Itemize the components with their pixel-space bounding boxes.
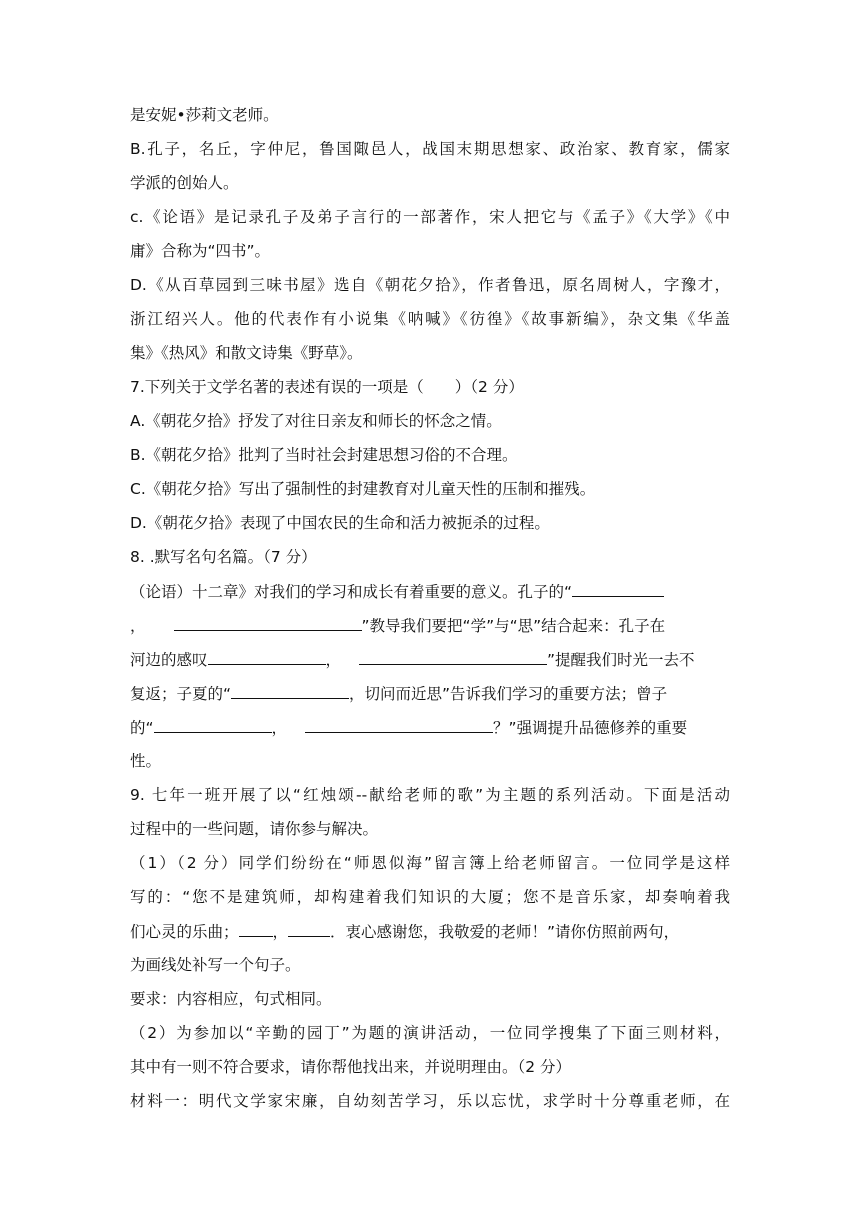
text-line: 其中有一则不符合要求，请你帮他找出来，并说明理由。（2 分） bbox=[130, 1058, 572, 1076]
text-segment: ，切问而近思”告诉我们学习的重要方法；曾子 bbox=[349, 685, 668, 703]
text-segment: ”教导我们要把“学”与“思”结合起来：孔子在 bbox=[361, 617, 666, 635]
option-b-confucius: B.孔子，名丘，字仲尼，鲁国陬邑人，战国末期思想家、政治家、教育家，儒家 bbox=[130, 140, 730, 158]
text-segment: ， bbox=[325, 651, 342, 669]
option-d-luxun: D.《从百草园到三味书屋》选自《朝花夕拾》，作者鲁迅，原名周树人，字豫才， bbox=[130, 276, 730, 294]
text-segment: ．衷心感谢您，我敬爱的老师！”请你仿照前两句， bbox=[330, 923, 680, 941]
requirement-line: 要求：内容相应，句式相同。 bbox=[130, 990, 332, 1008]
text-line: 写的：“您不是建筑师，却构建着我们知识的大厦；您不是音乐家，却奏响着我 bbox=[130, 888, 730, 906]
question-7-option-c: C.《朝花夕拾》写出了强制性的封建教育对儿童天性的压制和摧残。 bbox=[130, 480, 596, 498]
text-segment: （论语）十二章》对我们的学习和成长有着重要的意义。孔子的“ bbox=[130, 583, 573, 601]
text-segment: 的“ bbox=[130, 719, 154, 737]
fill-blank[interactable] bbox=[174, 614, 362, 631]
question-7-option-d: D.《朝花夕拾》表现了中国农民的生命和活力被扼杀的过程。 bbox=[130, 514, 550, 532]
fill-blank[interactable] bbox=[305, 716, 493, 733]
text-line: 是安妮•莎莉文老师。 bbox=[130, 106, 279, 124]
question-8-line bbox=[130, 614, 730, 636]
text-segment: 们心灵的乐曲； bbox=[130, 923, 239, 941]
text-segment: 河边的感叹 bbox=[130, 651, 208, 669]
question-9-title: 9. 七年一班开展了以“红烛颂--献给老师的歌”为主题的系列活动。下面是活动 bbox=[130, 786, 730, 804]
question-8-line bbox=[130, 580, 730, 602]
text-line: 性。 bbox=[130, 752, 162, 770]
text-segment: ， bbox=[272, 923, 289, 941]
fill-blank[interactable] bbox=[208, 648, 326, 665]
text-line: 集》《热风》和散文诗集《野草》。 bbox=[130, 344, 363, 362]
text-segment: ， bbox=[271, 719, 288, 737]
question-9-blank-line bbox=[130, 920, 730, 942]
fill-blank[interactable] bbox=[154, 716, 272, 733]
text-segment: ”提醒我们时光一去不 bbox=[547, 651, 695, 669]
text-segment: ， bbox=[130, 617, 146, 635]
fill-blank[interactable] bbox=[359, 648, 547, 665]
question-9-part-1: （1）（2 分）同学们纷纷在“师恩似海”留言簿上给老师留言。一位同学是这样 bbox=[130, 854, 730, 872]
question-8-line bbox=[130, 682, 730, 704]
option-c-analects: c.《论语》是记录孔子及弟子言行的一部著作，宋人把它与《孟子》《大学》《中 bbox=[130, 208, 730, 226]
text-line: 过程中的一些问题，请你参与解决。 bbox=[130, 820, 379, 838]
question-8-line bbox=[130, 716, 730, 738]
question-7-option-a: A.《朝花夕拾》抒发了对往日亲友和师长的怀念之情。 bbox=[130, 412, 502, 430]
text-segment: 复返；子夏的“ bbox=[130, 685, 232, 703]
question-8-line bbox=[130, 648, 730, 670]
fill-blank[interactable] bbox=[288, 920, 330, 937]
question-7-option-b: B.《朝花夕拾》批判了当时社会封建思想习俗的不合理。 bbox=[130, 446, 518, 464]
text-line: 浙江绍兴人。他的代表作有小说集《呐喊》《彷徨》《故事新编》，杂文集《华盖 bbox=[130, 310, 730, 328]
question-9-part-2: （2）为参加以“辛勤的园丁”为题的演讲活动，一位同学搜集了下面三则材料， bbox=[130, 1024, 730, 1042]
question-8-title: 8. .默写名句名篇。（7 分） bbox=[130, 548, 317, 566]
fill-blank[interactable] bbox=[572, 580, 664, 597]
text-line: 学派的创始人。 bbox=[130, 174, 239, 192]
text-segment: ？”强调提升品德修养的重要 bbox=[493, 719, 688, 737]
material-one: 材料一：明代文学家宋廉，自幼刻苦学习，乐以忘忧，求学时十分尊重老师，在 bbox=[130, 1092, 730, 1110]
fill-blank[interactable] bbox=[239, 920, 273, 937]
text-line: 为画线处补写一个句子。 bbox=[130, 956, 301, 974]
text-line: 庸》合称为“四书”。 bbox=[130, 242, 271, 260]
question-7-title: 7.下列关于文学名著的表述有误的一项是（ ）（2 分） bbox=[130, 378, 524, 396]
fill-blank[interactable] bbox=[231, 682, 349, 699]
